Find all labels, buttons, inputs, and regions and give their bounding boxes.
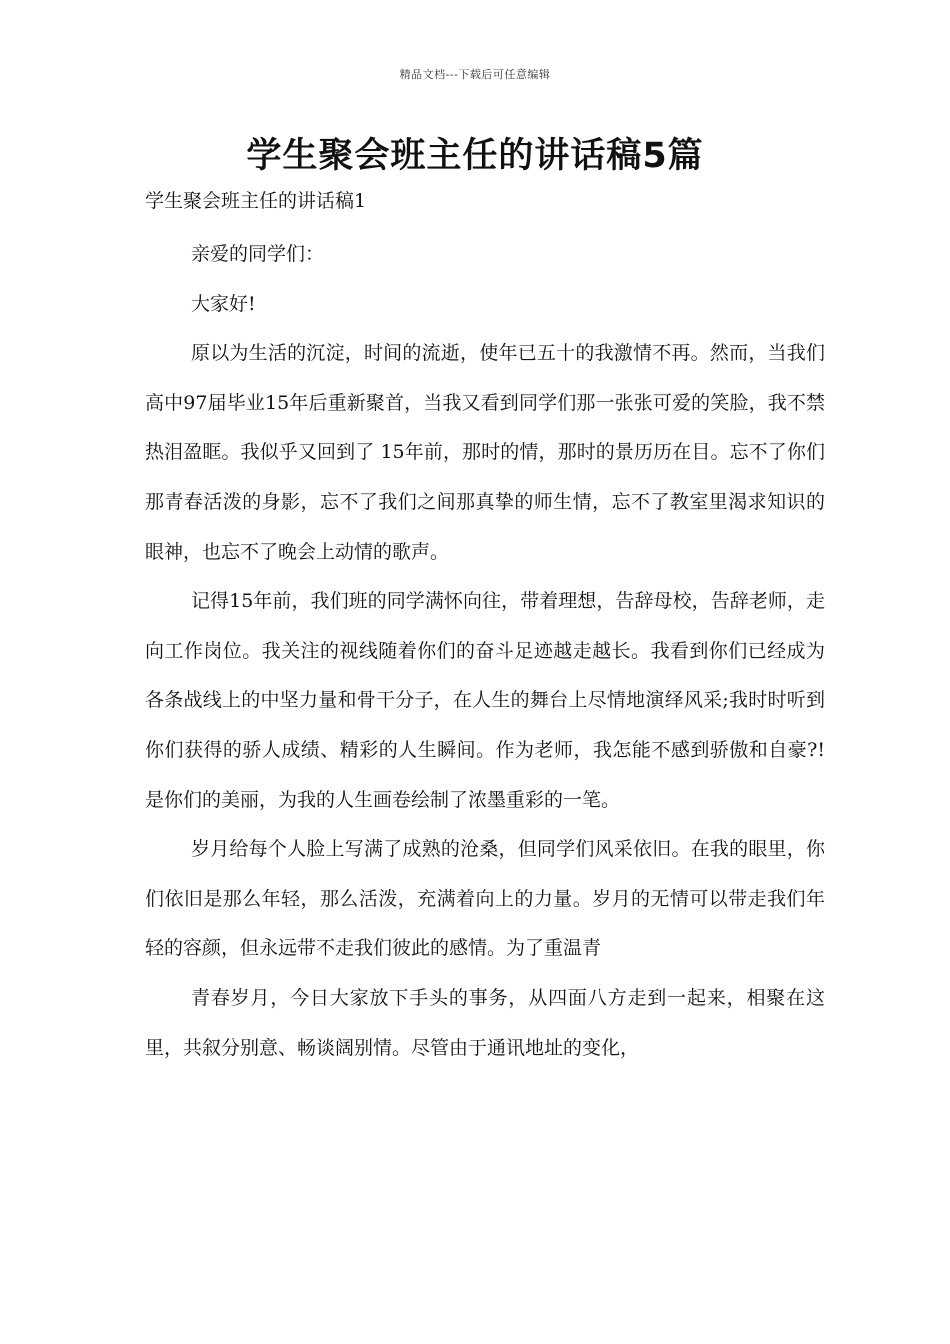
- paragraph: 记得15年前，我们班的同学满怀向往，带着理想，告辞母校，告辞老师，走向工作岗位。我关注的视线随着你们的奋斗足迹越走越长。我看到你们已经成为各条战线上的中坚力量和骨干分子，在人生的舞台上尽情地演绎风采;我时时听到你们获得的骄人成绩、精彩的人生瞬间。作为老师，我怎能不感到骄傲和自豪?!是你们的美丽，为我的人生画卷绘制了浓墨重彩的一笔。: [145, 590, 825, 811]
- paragraph-greeting: 亲爱的同学们：: [191, 243, 325, 265]
- paragraph: 青春岁月，今日大家放下手头的事务，从四面八方走到一起来，相聚在这里，共叙分别意、畅谈阔别情。尽管由于通讯地址的变化，: [145, 986, 825, 1059]
- document-title: 学生聚会班主任的讲话稿5篇: [246, 136, 704, 176]
- header-note: 精品文档---下载后可任意编辑: [399, 68, 551, 81]
- body-text: [145, 230, 825, 1073]
- paragraph-hello: 大家好!: [191, 292, 256, 315]
- paragraph: 原以为生活的沉淀，时间的流逝，使年已五十的我激情不再。然而，当我们高中97届毕业15年后重新聚首，当我又看到同学们那一张张可爱的笑脸，我不禁热泪盈眶。我似乎又回到了 15年前，那时的情，那时的景历历在目。忘不了你们那青春活泼的身影，忘不了我们之间那真挚的师生情，忘不了教室里渴求知识的眼神，也忘不了晚会上动情的歌声。: [145, 342, 825, 563]
- paragraph: 岁月给每个人脸上写满了成熟的沧桑，但同学们风采依旧。在我的眼里，你们依旧是那么年轻，那么活泼，充满着向上的力量。岁月的无情可以带走我们年轻的容颜，但永远带不走我们彼此的感情。为了重温青: [145, 838, 825, 960]
- section-subtitle: 学生聚会班主任的讲话稿1: [145, 190, 367, 212]
